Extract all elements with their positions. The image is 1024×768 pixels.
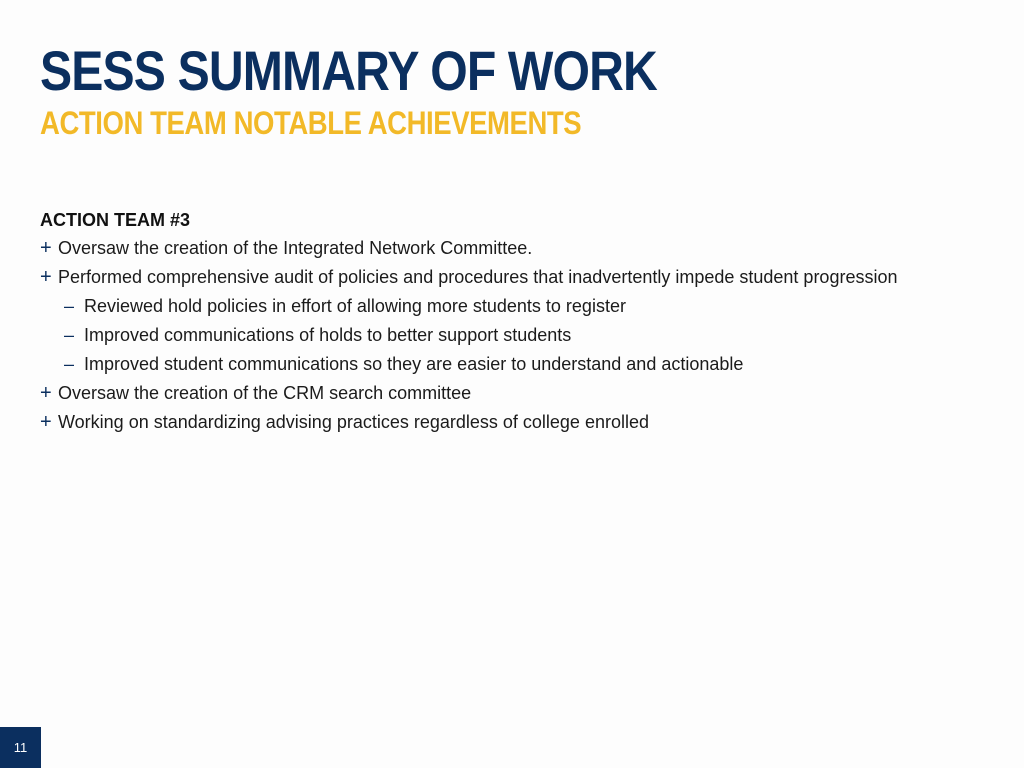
sub-bullet-item: [40, 292, 1010, 321]
plus-bullet-icon: +: [40, 411, 52, 433]
bullet-item: [40, 408, 1010, 437]
bullet-text: Working on standardizing advising practices regardless of college enrolled: [58, 412, 649, 432]
bullet-item: [40, 379, 1010, 408]
bullet-item: [40, 234, 1010, 263]
dash-bullet-icon: –: [64, 354, 75, 374]
slide-title: SESS SUMMARY OF WORK: [40, 39, 657, 102]
sub-bullet-text: Reviewed hold policies in effort of allowing more students to register: [84, 296, 626, 316]
plus-bullet-icon: +: [40, 266, 52, 288]
slide-subtitle: ACTION TEAM NOTABLE ACHIEVEMENTS: [40, 105, 582, 141]
plus-bullet-icon: +: [40, 237, 52, 259]
sub-bullet-text: Improved communications of holds to better support students: [84, 325, 572, 345]
section-heading: ACTION TEAM #3: [40, 210, 191, 230]
sub-bullet-text: Improved student communications so they are easier to understand and actionable: [84, 354, 744, 374]
slide-content: [40, 206, 1010, 437]
bullet-text: Oversaw the creation of the Integrated Network Committee.: [58, 238, 533, 258]
page-number: 11: [0, 727, 41, 768]
sub-bullet-item: [40, 321, 1010, 350]
dash-bullet-icon: –: [64, 296, 75, 316]
sub-bullet-item: [40, 350, 1010, 379]
bullet-item: [40, 263, 1010, 292]
plus-bullet-icon: +: [40, 382, 52, 404]
bullet-text: Oversaw the creation of the CRM search committee: [58, 383, 472, 403]
dash-bullet-icon: –: [64, 325, 75, 345]
bullet-text: Performed comprehensive audit of policies and procedures that inadvertently impede student progression: [58, 267, 898, 287]
